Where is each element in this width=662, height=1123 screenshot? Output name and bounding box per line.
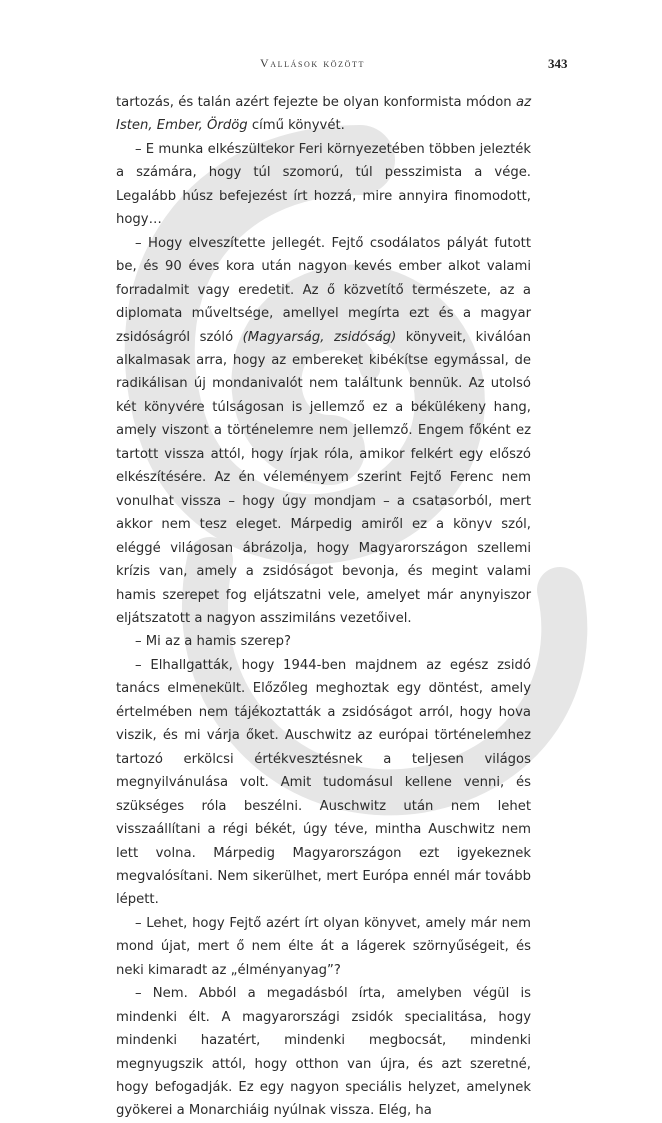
text-run: – Nem. Abból a megadásból írta, amelyben végül is mindenki élt. A magyarországi zsidók specialitása, hogy mindenki hazatért, mindenki megbocsát, mindenki megnyugszik attól, hogy otthon van újra, és azt szeretné, hogy befogadják. Ez egy nagyon speciális helyzet, amelynek gyökerei a Monarchiáig nyúlnak vissza. Elég, ha (116, 986, 531, 1119)
paragraph (116, 138, 531, 232)
paragraph (116, 654, 531, 912)
paragraph (116, 91, 531, 138)
paragraph (116, 982, 531, 1123)
text-run: – Hogy elveszítette jellegét. Fejtő csodálatos pályát futott be, és 90 éves kora után nagyon kevés ember alkot valami forradalmit vagy eredetit. Az ő közvetítő természete, az a diplomata műveltsége, amellyel megírta ezt és a magyar zsidóságról szóló (116, 235, 531, 345)
paragraph (116, 912, 531, 982)
text-run: – E munka elkészültekor Feri környezetében többen jelezték a számára, hogy túl szomorú, túl pesszimista a vége. Legalább húsz befejezést írt hozzá, mire annyira finomodott, hogy… (116, 141, 531, 228)
text-run: – Lehet, hogy Fejtő azért írt olyan könyvet, amely már nem mond újat, mert ő nem élte át a lágerek szörnyűségeit, és neki kimaradt az „élményanyag”? (116, 915, 531, 978)
italic-title: az Isten, Ember, Ördög (116, 95, 531, 134)
page-number: 343 (548, 56, 568, 71)
paragraph (116, 232, 531, 631)
text-run: – Elhallgatták, hogy 1944-ben majdnem az egész zsidó tanács elmenekült. Előzőleg meghoztak egy döntést, amely értelmében nem tájékoztatták a zsidóságot arról, hogy hova viszik, és mi várja őket. Auschwitz az európai történelemhez tartozó erkölcsi értékvesztésnek a teljesen világos megnyilvánulása volt. Amit tudomásul kellene venni, és szükséges róla beszélni. Auschwitz után nem lehet visszaállítani a régi békét, úgy téve, mintha Auschwitz nem lett volna. Márpedig Magyarországon ezt igyekeznek megvalósítani. Nem sikerülhet, mert Európa ennél már tovább lépett. (116, 657, 531, 908)
text-run: – Mi az a hamis szerep? (135, 634, 292, 650)
paragraph (116, 630, 531, 653)
running-title: Vallások között (260, 56, 365, 70)
body-text (116, 91, 531, 1123)
text-run: című könyvét. (247, 118, 345, 134)
italic-title: (Magyarság, zsidóság) (242, 329, 397, 345)
text-run: tartozás, és talán azért fejezte be olyan konformista módon (116, 95, 516, 110)
page-header (0, 56, 662, 76)
text-run: könyveit, kiválóan alkalmasak arra, hogy az embereket kibékítse egymással, de radikálisan új mondanivalót nem találtunk bennük. Az utolsó két könyvére túlságosan is jellemző ez a békülékeny hang, amely viszont a történelemre nem jellemző. Engem főként ez tartott vissza attól, hogy írjak róla, amikor felkért egy előszó elkészítésére. Az én véleményem szerint Fejtő Ferenc nem vonulhat vissza – hogy úgy mondjam – a csatasorból, mert akkor nem tesz eleget. Márpedig amiről ez a könyv szól, eléggé világosan ábrázolja, hogy Magyarországon szellemi krízis van, amely a zsidóságot bevonja, és megint valami hamis szerepet fog eljátszatni vele, amelyet már anynyiszor eljátszatott a nagyon asszimiláns vezetőivel. (116, 329, 531, 626)
